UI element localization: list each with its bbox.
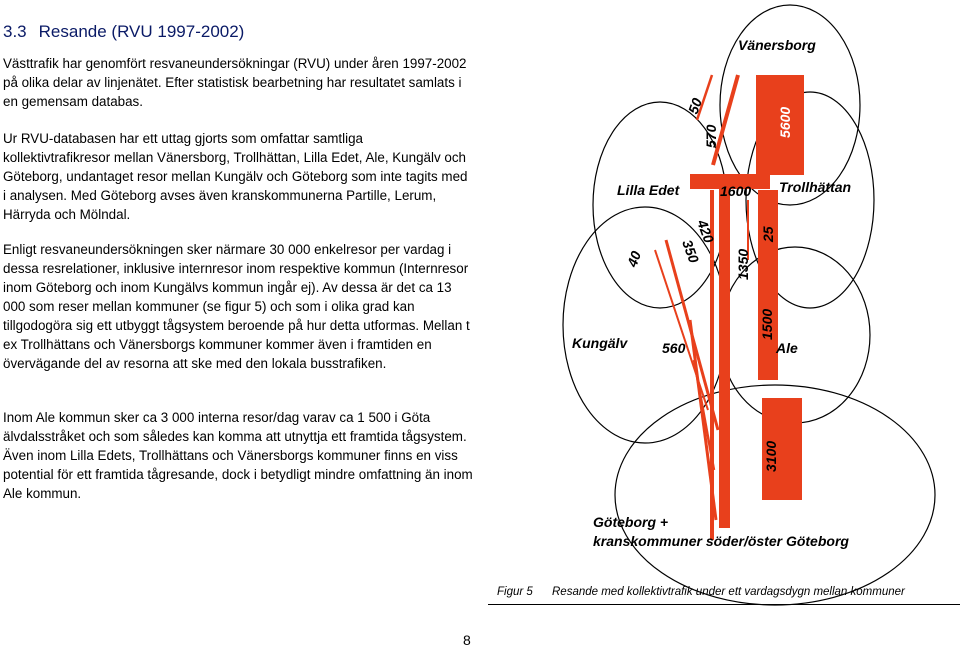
flow-label-420: 420 [694, 217, 718, 245]
flow-label-1600: 1600 [720, 183, 752, 199]
label-kungalv: Kungälv [572, 335, 628, 351]
flow-label-3100: 3100 [763, 440, 779, 472]
flow-label-350: 350 [679, 237, 703, 265]
flow-label-25: 25 [760, 226, 776, 242]
caption-text: Resande med kollektivtrafik under ett vardagsdygn mellan kommuner [552, 586, 905, 598]
flow-label-5600: 5600 [777, 106, 793, 138]
paragraph-trips: Enligt resvaneundersökningen sker närmare 30 000 enkelresor per vardag i dessa resrelationer, inklusive internresor inom respektive kommun (Internresor inom Göteborg och inom Kungälvs kommun ingår ej). Av dessa är det ca 13 000 som reser mellan kommuner (se figur 5) och som i olika grad kan tillgodogöra sig ett utbyggt tågsystem beroende på hur detta utformas. Mellan t ex Trollhättans och Vänersborgs kommuner kommer även i framtiden en övervägande del av resorna att ske med den lokala busstrafiken. [3, 242, 470, 371]
section-title: Resande (RVU 1997-2002) [38, 22, 245, 41]
label-lilla-edet: Lilla Edet [617, 182, 680, 198]
label-ale: Ale [776, 340, 798, 356]
flow-label-40: 40 [623, 248, 645, 270]
section-number: 3.3 [3, 22, 27, 41]
flow-line-570 [713, 75, 738, 165]
caption-label: Figur 5 [497, 586, 533, 598]
flow-label-1350: 1350 [735, 248, 751, 280]
label-vanersborg: Vänersborg [738, 37, 816, 53]
label-goteborg-line1: Göteborg + [593, 514, 669, 530]
paragraph-ale: Inom Ale kommun sker ca 3 000 interna resor/dag varav ca 1 500 i Göta älvdalsstråket och som således kan komma att utnyttja ett framtida tågsystem. Även inom Lilla Edets, Trollhättans och Vänersborgs kommuner finns en viss potential för ett framtida tågresande, dock i betydligt mindre omfattning än inom Ale kommun. [3, 410, 473, 501]
flow-label-570: 570 [703, 124, 719, 148]
label-goteborg-line2: kranskommuner söder/öster Göteborg [593, 533, 849, 549]
page-number: 8 [463, 632, 471, 648]
paragraph-database: Ur RVU-databasen har ett uttag gjorts som omfattar samtliga kollektivtrafikresor mellan Vänersborg, Trollhättan, Lilla Edet, Ale, Kungälv och Göteborg, undantaget resor mellan Kungälv och Göteborg som inte tagits med i analysen. Med Göteborg avses även kranskommunerna Partille, Lerum, Härryda och Mölndal. [3, 131, 468, 222]
label-trollhattan: Trollhättan [779, 179, 852, 195]
footer-divider [488, 604, 960, 605]
flow-bar-1500 [758, 190, 778, 380]
flow-label-1500: 1500 [759, 308, 775, 340]
figure-caption [0, 586, 960, 602]
flow-bar-1350 [719, 188, 730, 528]
flow-label-50: 50 [684, 95, 706, 117]
paragraph-intro: Västtrafik har genomfört resvaneundersökningar (RVU) under åren 1997-2002 på olika delar av linjenätet. Efter statistisk bearbetning har resultatet samlats i en gemensam databas. [3, 56, 467, 109]
flow-label-560: 560 [662, 340, 686, 356]
